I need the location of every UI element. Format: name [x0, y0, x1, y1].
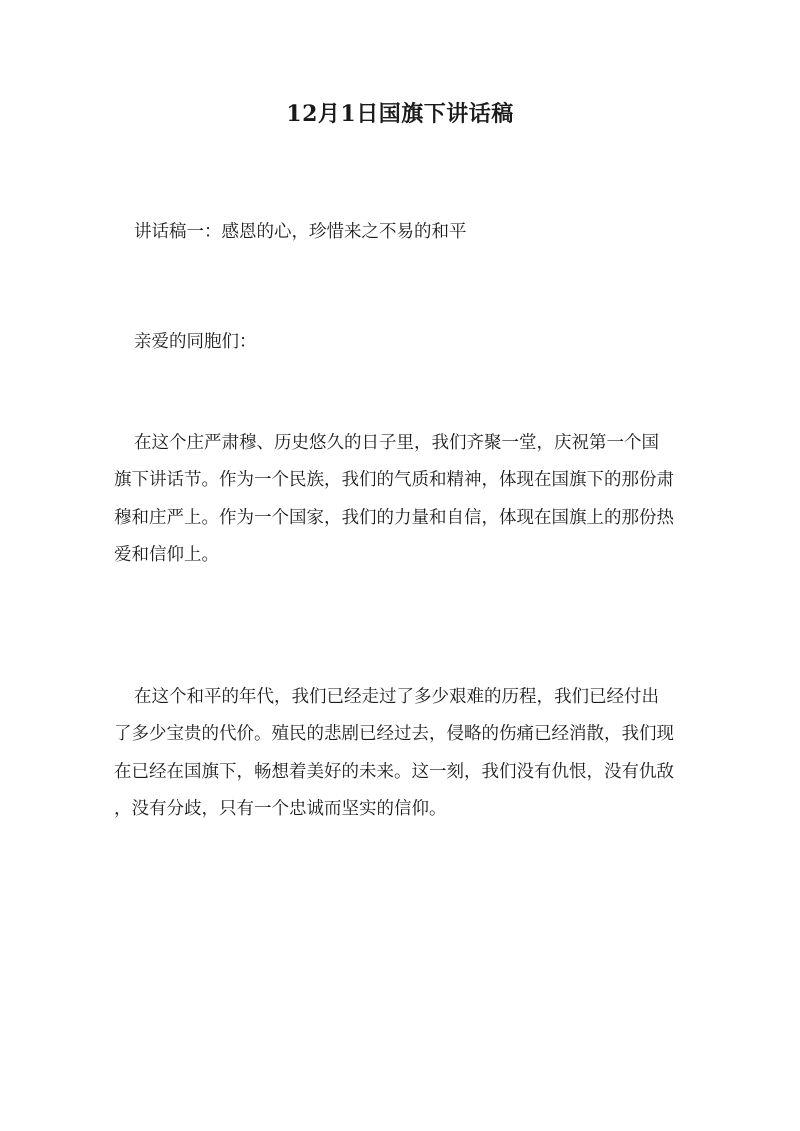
speech-subtitle: 讲话稿一：感恩的心，珍惜来之不易的和平 — [134, 222, 467, 242]
paragraph-line: 在这个庄严肃穆、历史悠久的日子里，我们齐聚一堂，庆祝第一个国 — [134, 433, 659, 453]
paragraph-line: 穆和庄严上。作为一个国家，我们的力量和自信，体现在国旗上的那份热 — [114, 507, 674, 528]
paragraph-line: 在这个和平的年代，我们已经走过了多少艰难的历程，我们已经付出 — [134, 687, 659, 707]
paragraph-line: 在已经在国旗下，畅想着美好的未来。这一刻，我们没有仇恨，没有仇敌 — [114, 761, 674, 782]
paragraph-line: 爱和信仰上。 — [114, 544, 219, 565]
body-paragraph-2 — [114, 679, 694, 828]
document-title: 12月1日国旗下讲话稿 — [286, 101, 514, 127]
body-paragraph-1 — [114, 425, 694, 574]
paragraph-line: 旗下讲话节。作为一个民族，我们的气质和精神，体现在国旗下的那份肃 — [114, 470, 674, 491]
greeting-line: 亲爱的同胞们： — [134, 332, 257, 352]
paragraph-line: ，没有分歧，只有一个忠诚而坚实的信仰。 — [114, 798, 447, 819]
paragraph-line: 了多少宝贵的代价。殖民的悲剧已经过去，侵略的伤痛已经消散，我们现 — [114, 724, 674, 745]
